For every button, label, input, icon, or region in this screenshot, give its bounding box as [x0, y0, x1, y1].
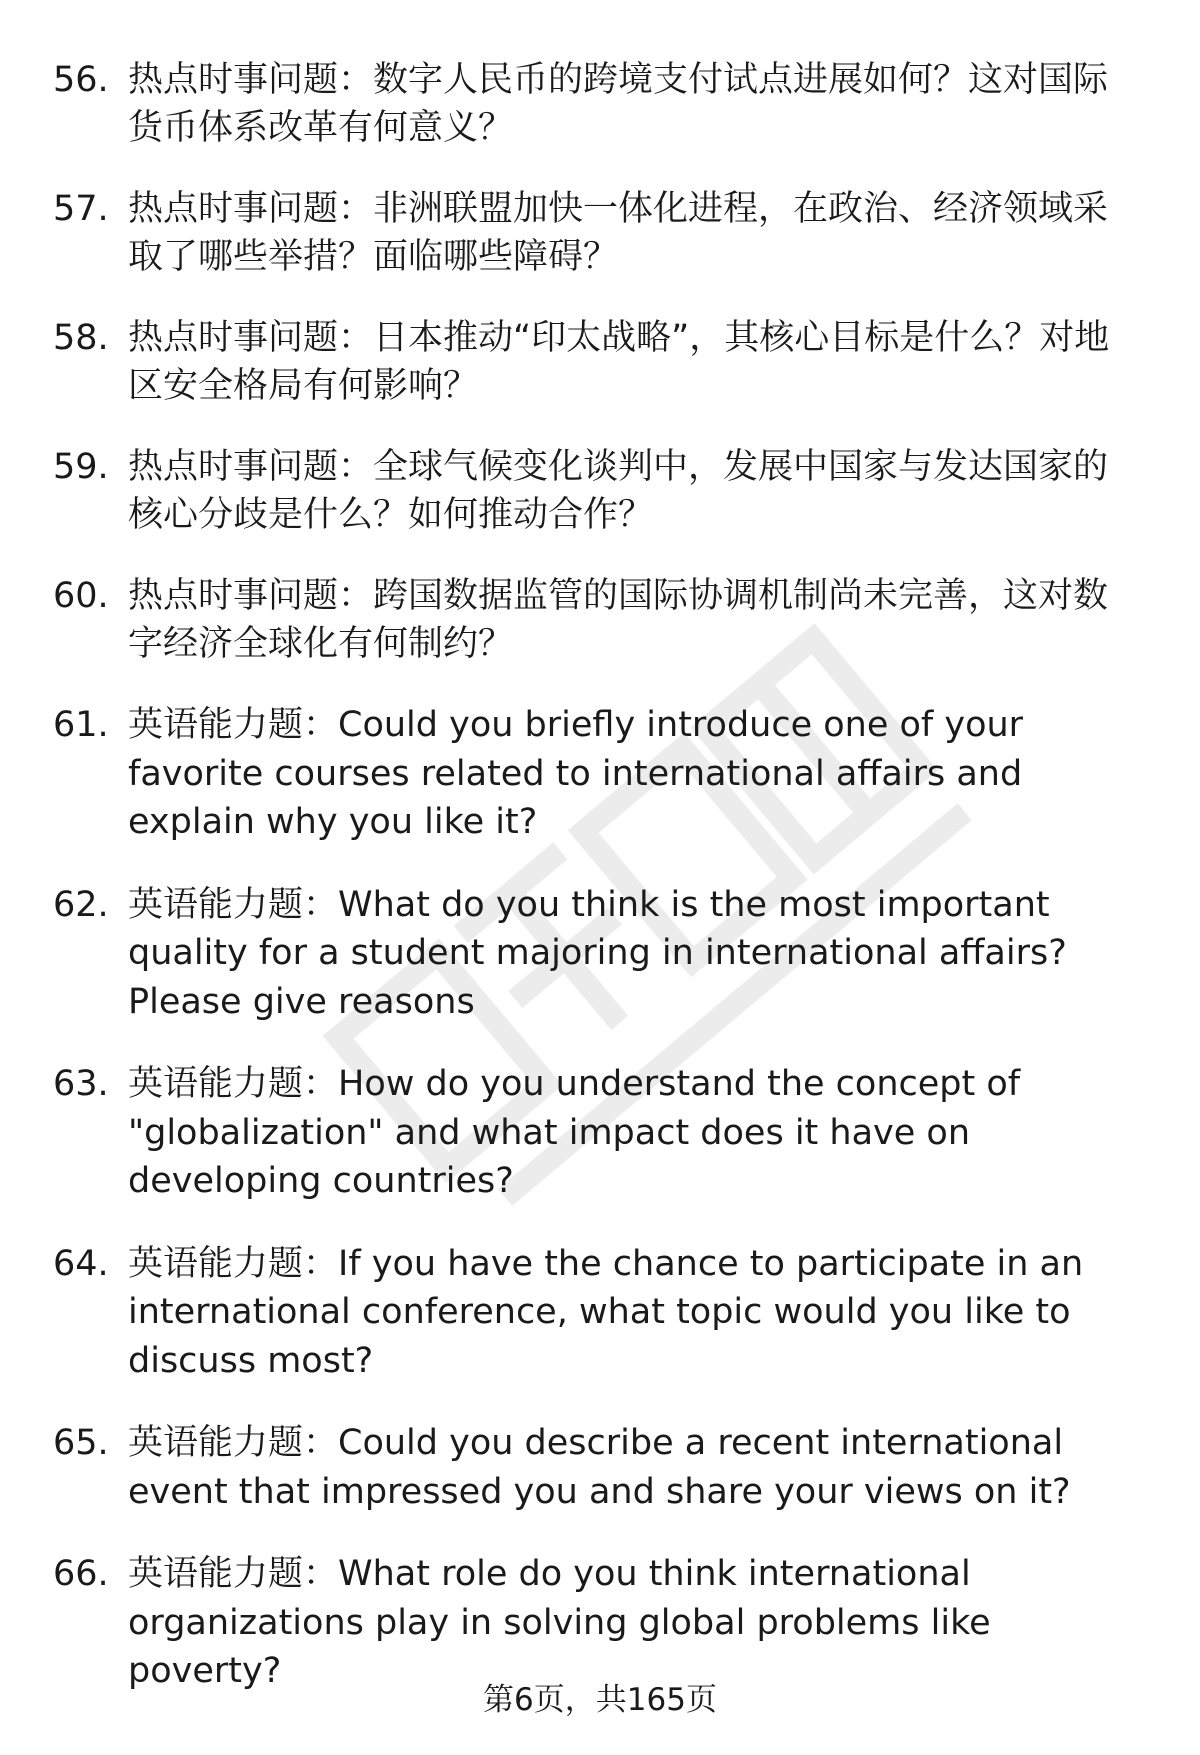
question-text: 热点时事问题：非洲联盟加快一体化进程，在政治、经济领域采取了哪些举措？面临哪些障碍？: [128, 189, 1109, 277]
question-number: 59.: [53, 447, 109, 487]
question-text: 热点时事问题：日本推动“印太战略”，其核心目标是什么？对地区安全格局有何影响？: [128, 318, 1110, 406]
question-number: 57.: [53, 189, 109, 229]
question-text: 英语能力题：What role do you think international organizations play in solving global problems like poverty?: [128, 1554, 991, 1691]
question-text: 英语能力题：What do you think is the most important quality for a student majoring in international affairs? Please give reasons: [128, 884, 1067, 1022]
question-item: [0, 314, 1200, 410]
question-item: [0, 56, 1200, 152]
question-item: [0, 1419, 1200, 1516]
question-text: 热点时事问题：数字人民币的跨境支付试点进展如何？这对国际货币体系改革有何意义？: [128, 60, 1109, 148]
question-text: 英语能力题：If you have the chance to participate in an international conference, what topic would you like to discuss most?: [128, 1243, 1084, 1381]
question-item: [0, 1550, 1200, 1696]
question-number: 61.: [53, 705, 109, 745]
question-item: [0, 701, 1200, 847]
question-item: [0, 1240, 1200, 1386]
question-number: 63.: [53, 1064, 109, 1104]
question-item: [0, 185, 1200, 281]
question-number: 66.: [53, 1554, 109, 1594]
question-number: 58.: [53, 318, 109, 358]
question-number: 62.: [53, 884, 109, 925]
question-text: 英语能力题：How do you understand the concept of "globalization" and what impact does it have on developing countries?: [128, 1064, 1021, 1201]
question-number: 64.: [53, 1243, 109, 1284]
question-item: [0, 572, 1200, 668]
question-item: [0, 881, 1200, 1027]
question-text: 热点时事问题：全球气候变化谈判中，发展中国家与发达国家的核心分歧是什么？如何推动合作？: [128, 447, 1109, 535]
question-item: [0, 443, 1200, 539]
question-text: 英语能力题：Could you describe a recent international event that impressed you and share your views on it?: [128, 1423, 1071, 1512]
question-number: 65.: [53, 1423, 109, 1463]
question-list: [0, 56, 1200, 1730]
question-text: 英语能力题：Could you briefly introduce one of your favorite courses related to international affairs and explain why you like it?: [128, 705, 1024, 842]
page-indicator: 第6页，共165页: [483, 1682, 717, 1718]
question-number: 60.: [53, 576, 109, 616]
question-number: 56.: [53, 60, 109, 100]
question-item: [0, 1060, 1200, 1206]
question-text: 热点时事问题：跨国数据监管的国际协调机制尚未完善，这对数字经济全球化有何制约？: [128, 576, 1109, 664]
